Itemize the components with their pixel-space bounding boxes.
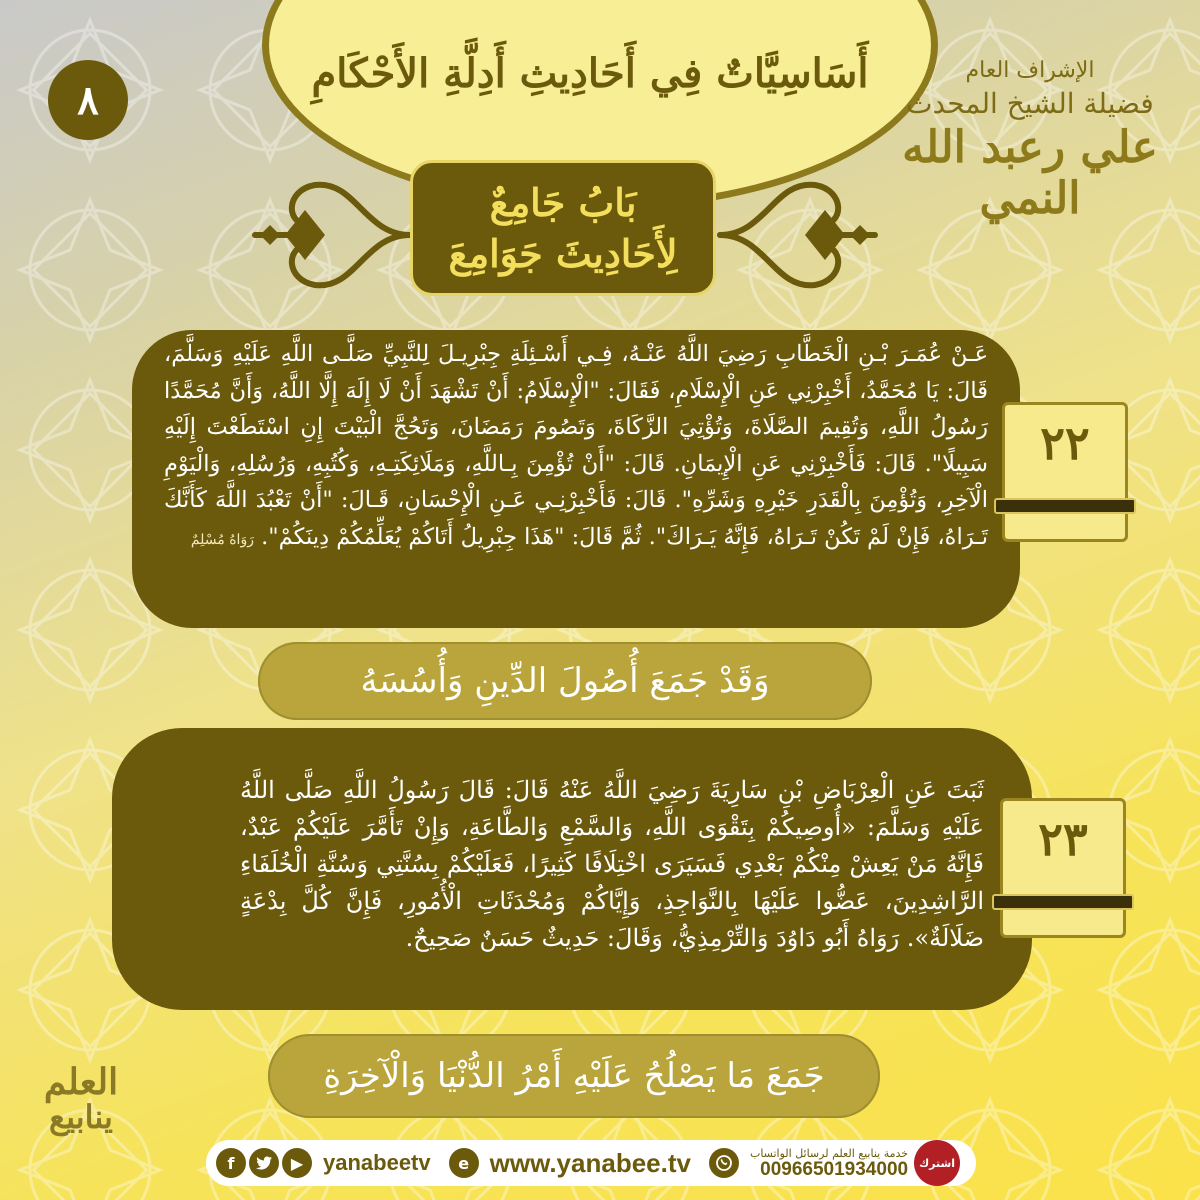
hadith-23-text: ثَبَتَ عَنِ الْعِرْبَاضِ بْنِ سَارِيَةَ رَضِيَ اللَّهُ عَنْهُ قَالَ: قَالَ رَسُولُ اللَّهِ صَلَّى اللَّهُ عَلَيْهِ وَسَلَّمَ: «أُوصِيكُمْ بِتَقْوَى اللَّهِ، وَالسَّمْعِ وَالطَّاعَةِ، وَإِنْ تَأَمَّرَ عَلَيْكُمْ عَبْدٌ، فَإِنَّهُ مَنْ يَعِشْ مِنْكُمْ بَعْدِي فَسَيَرَى اخْتِلَافًا كَثِيرًا، فَعَلَيْكُمْ بِسُنَّتِي وَسُنَّةِ الْخُلَفَاءِ الرَّاشِدِينَ، عَضُّوا عَلَيْهَا بِالنَّوَاجِذِ، وَإِيَّاكُمْ وَمُحْدَثَاتِ الْأُمُورِ، فَإِنَّ كُلَّ بِدْعَةٍ ضَلَالَةٌ». رَوَاهُ أَبُو دَاوُدَ وَالتِّرْمِذِيُّ، وَقَالَ: حَدِيثٌ حَسَنٌ صَحِيحٌ. bbox=[240, 776, 984, 952]
whatsapp-number[interactable]: 00966501934000 bbox=[760, 1159, 909, 1180]
whatsapp-block bbox=[750, 1147, 908, 1179]
youtube-icon[interactable]: ▶ bbox=[282, 1148, 312, 1178]
left-ornament bbox=[245, 140, 415, 330]
logo-word-1: العلم bbox=[43, 1061, 119, 1103]
hadith-22-number-badge bbox=[1002, 402, 1128, 542]
right-ornament bbox=[715, 140, 885, 330]
supervision-label: الإشراف العام bbox=[965, 58, 1095, 83]
number-bar bbox=[992, 894, 1134, 910]
hadith-22-number: ٢٢ bbox=[1040, 416, 1090, 470]
hadith-23-number-badge bbox=[1000, 798, 1126, 938]
subtitle-1-text: وَقَدْ جَمَعَ أُصُولَ الدِّينِ وَأُسُسَهُ bbox=[360, 661, 770, 701]
social-handle[interactable]: yanabeetv bbox=[323, 1150, 431, 1175]
chapter-line-2: لِأَحَادِيثَ جَوَامِعَ bbox=[448, 231, 678, 276]
subtitle-ribbon-2 bbox=[268, 1034, 880, 1118]
subtitle-2-text: جَمَعَ مَا يَصْلُحُ عَلَيْهِ أَمْرُ الدُّنْيَا وَالْآخِرَةِ bbox=[323, 1056, 825, 1096]
hadith-22-panel bbox=[132, 330, 1020, 628]
footer-bar bbox=[206, 1140, 976, 1186]
yanabee-logo bbox=[22, 1040, 140, 1180]
whatsapp-caption: خدمة ينابيع العلم لرسائل الواتساب bbox=[749, 1147, 909, 1160]
page-title: أَسَاسِيَّاتٌ فِي أَحَادِيثِ أَدِلَّةِ الأَحْكَامِ bbox=[311, 50, 869, 97]
hadith-23-panel bbox=[112, 728, 1032, 1010]
whatsapp-icon[interactable] bbox=[709, 1148, 739, 1178]
hadith-22-source: رَوَاهُ مُسْلِمٌ bbox=[190, 531, 254, 548]
subscribe-button[interactable]: اشترك bbox=[914, 1140, 960, 1186]
page-number-badge: ٨ bbox=[48, 60, 128, 140]
sheikh-name: علي رعبد الله النمي bbox=[902, 122, 1158, 224]
sheikh-title: فضيلة الشيخ المحدث bbox=[906, 87, 1154, 120]
web-icon[interactable]: e bbox=[449, 1148, 479, 1178]
hadith-23-number: ٢٣ bbox=[1038, 812, 1088, 866]
logo-word-2: ينابيع bbox=[49, 1098, 113, 1136]
chapter-line-1: بَابُ جَامِعٌ bbox=[489, 179, 637, 225]
number-bar bbox=[994, 498, 1136, 514]
chapter-heading bbox=[410, 160, 716, 296]
hadith-22-text: عَـنْ عُمَـرَ بْـنِ الْخَطَّابِ رَضِيَ اللَّهُ عَنْـهُ، فِـي أَسْـئِلَةِ جِبْرِيـلَ لِلنَّبِيِّ صَلَّـى اللَّهِ عَلَيْهِ وَسَلَّمَ، قَالَ: يَا مُحَمَّدُ، أَخْبِرْنِي عَنِ الْإِسْلَامِ، فَقَالَ: "الْإِسْلَامُ: أَنْ تَشْهَدَ أَنْ لَا إِلَهَ إِلَّا اللَّهُ، وَأَنَّ مُحَمَّدًا رَسُولُ اللَّهِ، وَتُقِيمَ الصَّلَاةَ، وَتُؤْتِيَ الزَّكَاةَ، وَتَصُومَ رَمَضَانَ، وَتَحُجَّ الْبَيْتَ إِنِ اسْتَطَعْتَ إِلَيْهِ سَبِيلًا". قَالَ: فَأَخْبِرْنِي عَنِ الْإِيمَانِ. قَالَ: "أَنْ تُؤْمِنَ بِـاللَّهِ، وَمَلَائِكَتِـهِ، وَكُتُبِهِ، وَرُسُلِهِ، وَالْيَوْمِ الْآخِرِ، وَتُؤْمِنَ بِالْقَدَرِ خَيْرِهِ وَشَرِّهِ". قَالَ: فَأَخْبِرْنِـي عَـنِ الْإِحْسَانِ، قَـالَ: "أَنْ تَعْبُدَ اللَّهَ كَأَنَّكَ تَـرَاهُ، فَإِنْ لَمْ تَكُنْ تَـرَاهُ، فَإِنَّهُ يَـرَاكَ". ثُمَّ قَالَ: "هَذَا جِبْرِيلُ أَتَاكُمْ يُعَلِّمُكُمْ دِينَكُمْ". bbox=[164, 341, 988, 550]
facebook-icon[interactable]: f bbox=[216, 1148, 246, 1178]
subtitle-ribbon-1 bbox=[258, 642, 872, 720]
website-link[interactable]: www.yanabee.tv bbox=[489, 1147, 691, 1178]
supervision-block bbox=[900, 58, 1160, 224]
twitter-icon[interactable] bbox=[249, 1148, 279, 1178]
